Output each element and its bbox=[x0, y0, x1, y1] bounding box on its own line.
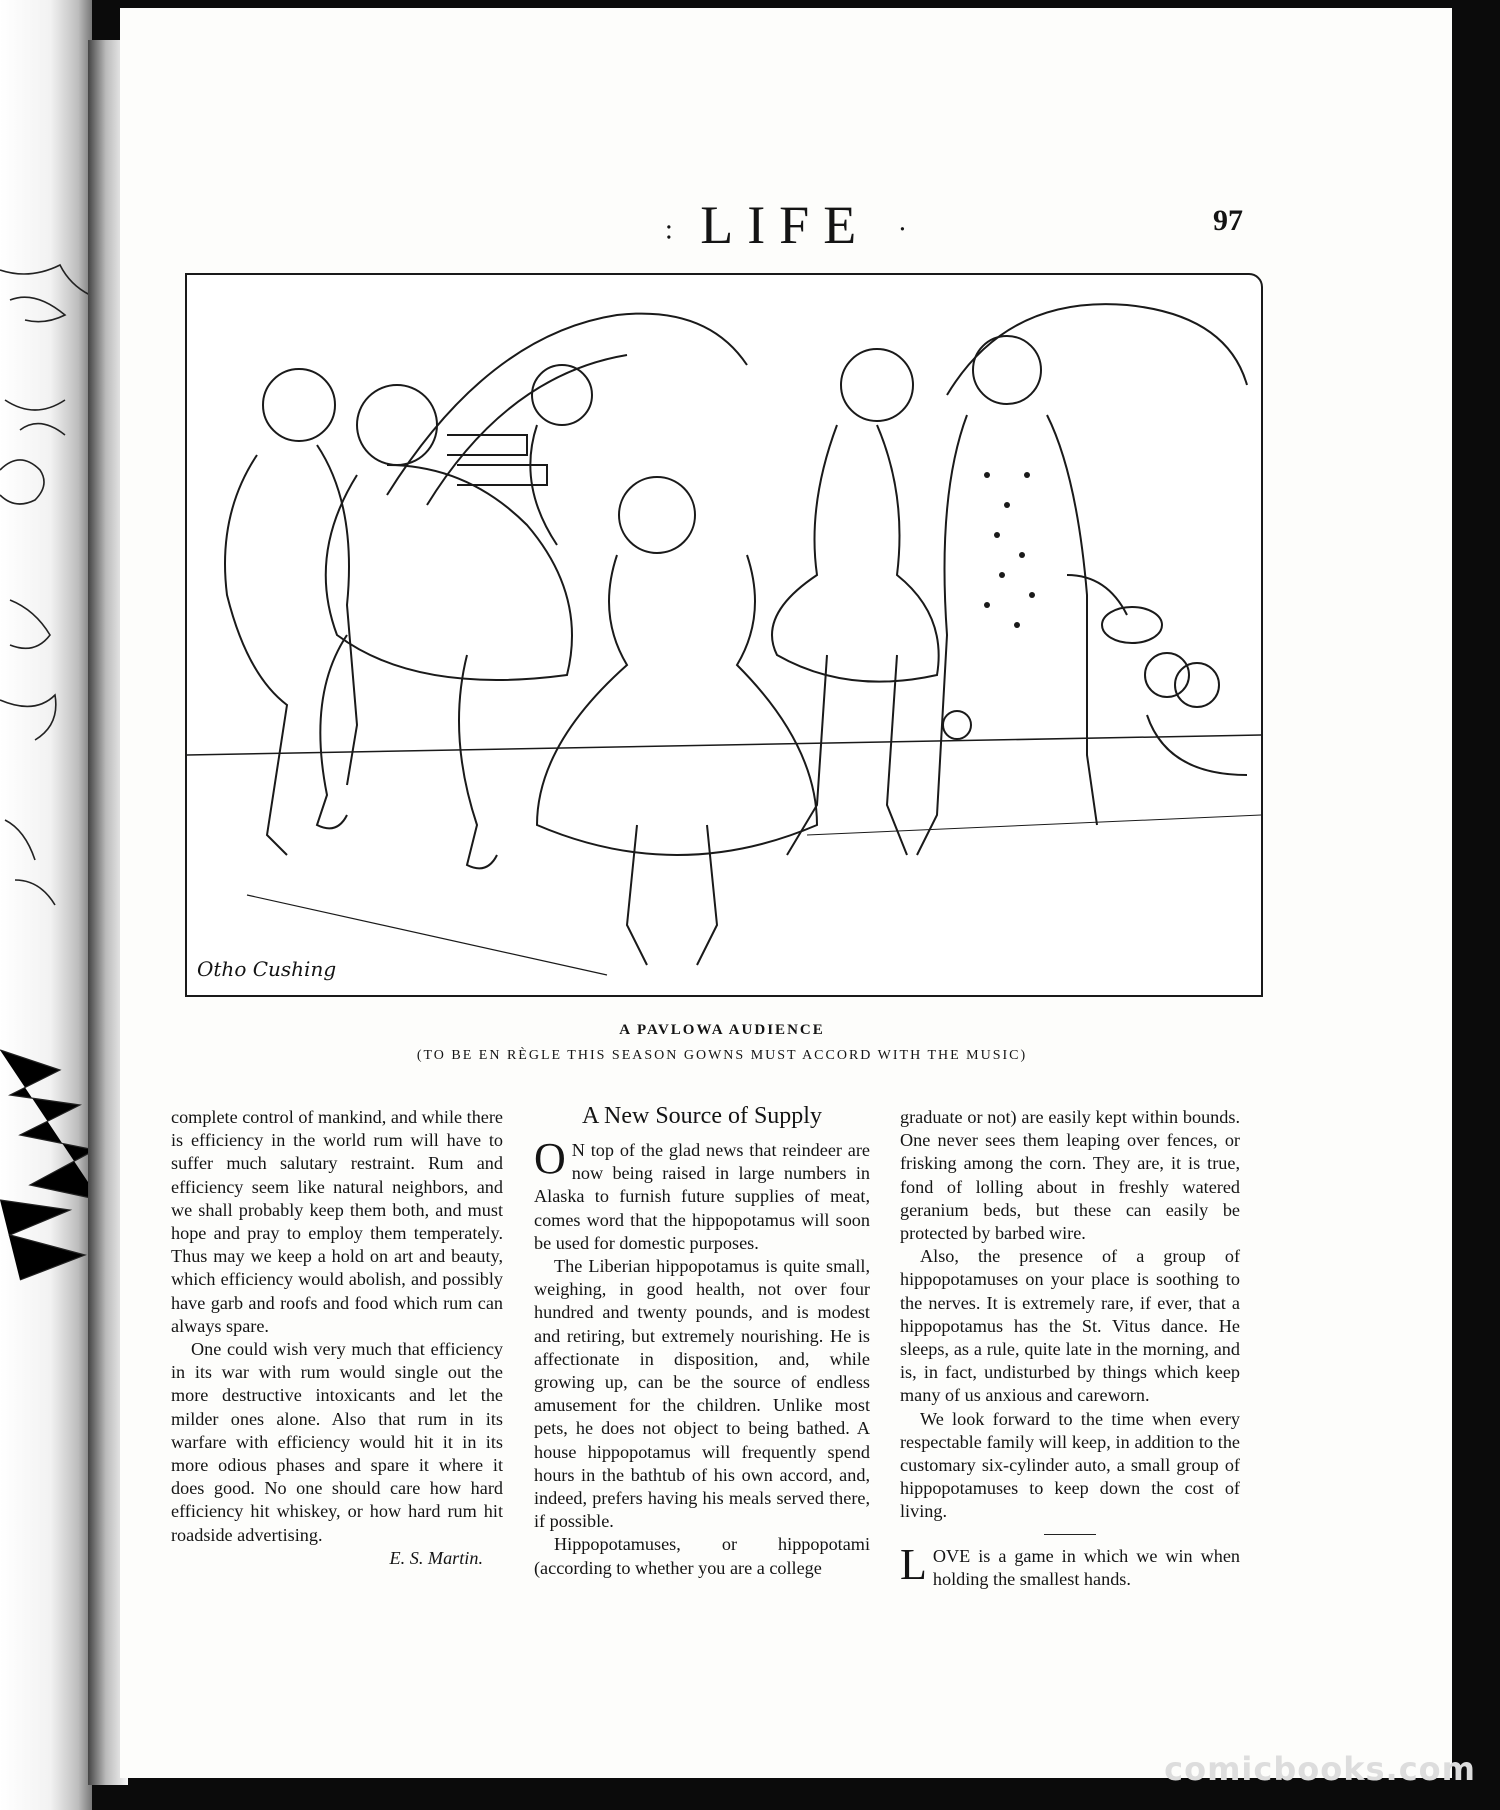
left-page-sketch bbox=[0, 0, 92, 1810]
paragraph-text: N top of the glad news that reindeer are now being raised in large numbers in Alaska to furnish future supplies of meat, comes word that the hippopotamus will soon be used for domestic purposes. bbox=[534, 1140, 870, 1253]
drop-cap: L bbox=[900, 1539, 927, 1589]
column-right bbox=[900, 1106, 1240, 1591]
watermark: comicbooks.com bbox=[1164, 1750, 1476, 1788]
cartoon-caption-title: A PAVLOWA AUDIENCE bbox=[619, 1022, 825, 1038]
section-divider bbox=[1044, 1534, 1096, 1535]
artist-signature: Otho Cushing bbox=[197, 957, 337, 981]
masthead: : LIFE · bbox=[664, 195, 908, 255]
epigram bbox=[900, 1539, 1240, 1591]
paragraph: complete control of mankind, and while there is efficiency in the world rum will have to suffer much salutary restraint. Rum and efficiency seem like natural neighbors, and we shall probably keep them both, and must hope and pray to employ them temperately. Thus may we keep a hold on art and beauty, which efficiency would abolish, and possibly have garb and roofs and food which rum can always spare. bbox=[171, 1107, 503, 1336]
epigram-text: OVE is a game in which we win when holding the smallest hands. bbox=[932, 1545, 1240, 1589]
page-number: 97 bbox=[1213, 204, 1243, 237]
cartoon-caption-subtitle: (TO BE EN RÈGLE THIS SEASON GOWNS MUST ACCORD WITH THE MUSIC) bbox=[416, 1048, 1028, 1063]
byline: E. S. Martin. bbox=[389, 1547, 483, 1568]
paragraph: The Liberian hippopotamus is quite small, weighing, in good health, not over four hundred and twenty pounds, and is modest and retiring, but extremely nourishing. He is affectionate in disposition, and, while growing up, can be the source of endless amusement for the children. Unlike most pets, he does not object to being bathed. A house hippopotamus will frequently spend hours in the bathtub of his own accord, and, indeed, prefers having his meals served there, if possible. bbox=[534, 1256, 870, 1532]
column-left bbox=[171, 1106, 503, 1570]
magazine-title: LIFE bbox=[700, 195, 871, 255]
paragraph: We look forward to the time when every respectable family will keep, in addition to the customary six-cylinder auto, a small group of hippopotamuses to keep down the cost of living. bbox=[900, 1408, 1240, 1522]
drop-cap: O bbox=[534, 1134, 566, 1183]
paragraph: One could wish very much that efficiency in its war with rum would single out the more destructive intoxicants and let the milder ones alone. Also that rum in its warfare with efficiency would hit it in its more odious phases and spare it where it does good. No one should care how hard efficiency hit whiskey, or how hard rum hit roadside advertising. bbox=[171, 1339, 503, 1545]
paragraph: Also, the presence of a group of hippopotamuses on your place is soothing to the nerves. It is extremely rare, if ever, that a hippopotamus has the St. Vitus dance. He sleeps, as a rule, quite late in the morning, and is, in fact, undisturbed by things which keep many of us anxious and careworn. bbox=[900, 1246, 1240, 1406]
magazine-page bbox=[120, 8, 1452, 1778]
dancers-drawing bbox=[187, 275, 1261, 995]
column-middle bbox=[534, 1101, 870, 1580]
paragraph bbox=[534, 1134, 870, 1255]
left-page-edge bbox=[0, 0, 92, 1810]
paragraph: Hippopotamuses, or hippopotami (according to whether you are a college bbox=[534, 1534, 870, 1578]
article-title: A New Source of Supply bbox=[582, 1103, 822, 1129]
paragraph: graduate or not) are easily kept within bounds. One never sees them leaping over fences, or frisking among the corn. They are, it is true, fond of lolling about in freshly watered geranium beds, but these can easily be protected by barbed wire. bbox=[900, 1107, 1240, 1244]
cartoon-illustration bbox=[185, 273, 1263, 997]
